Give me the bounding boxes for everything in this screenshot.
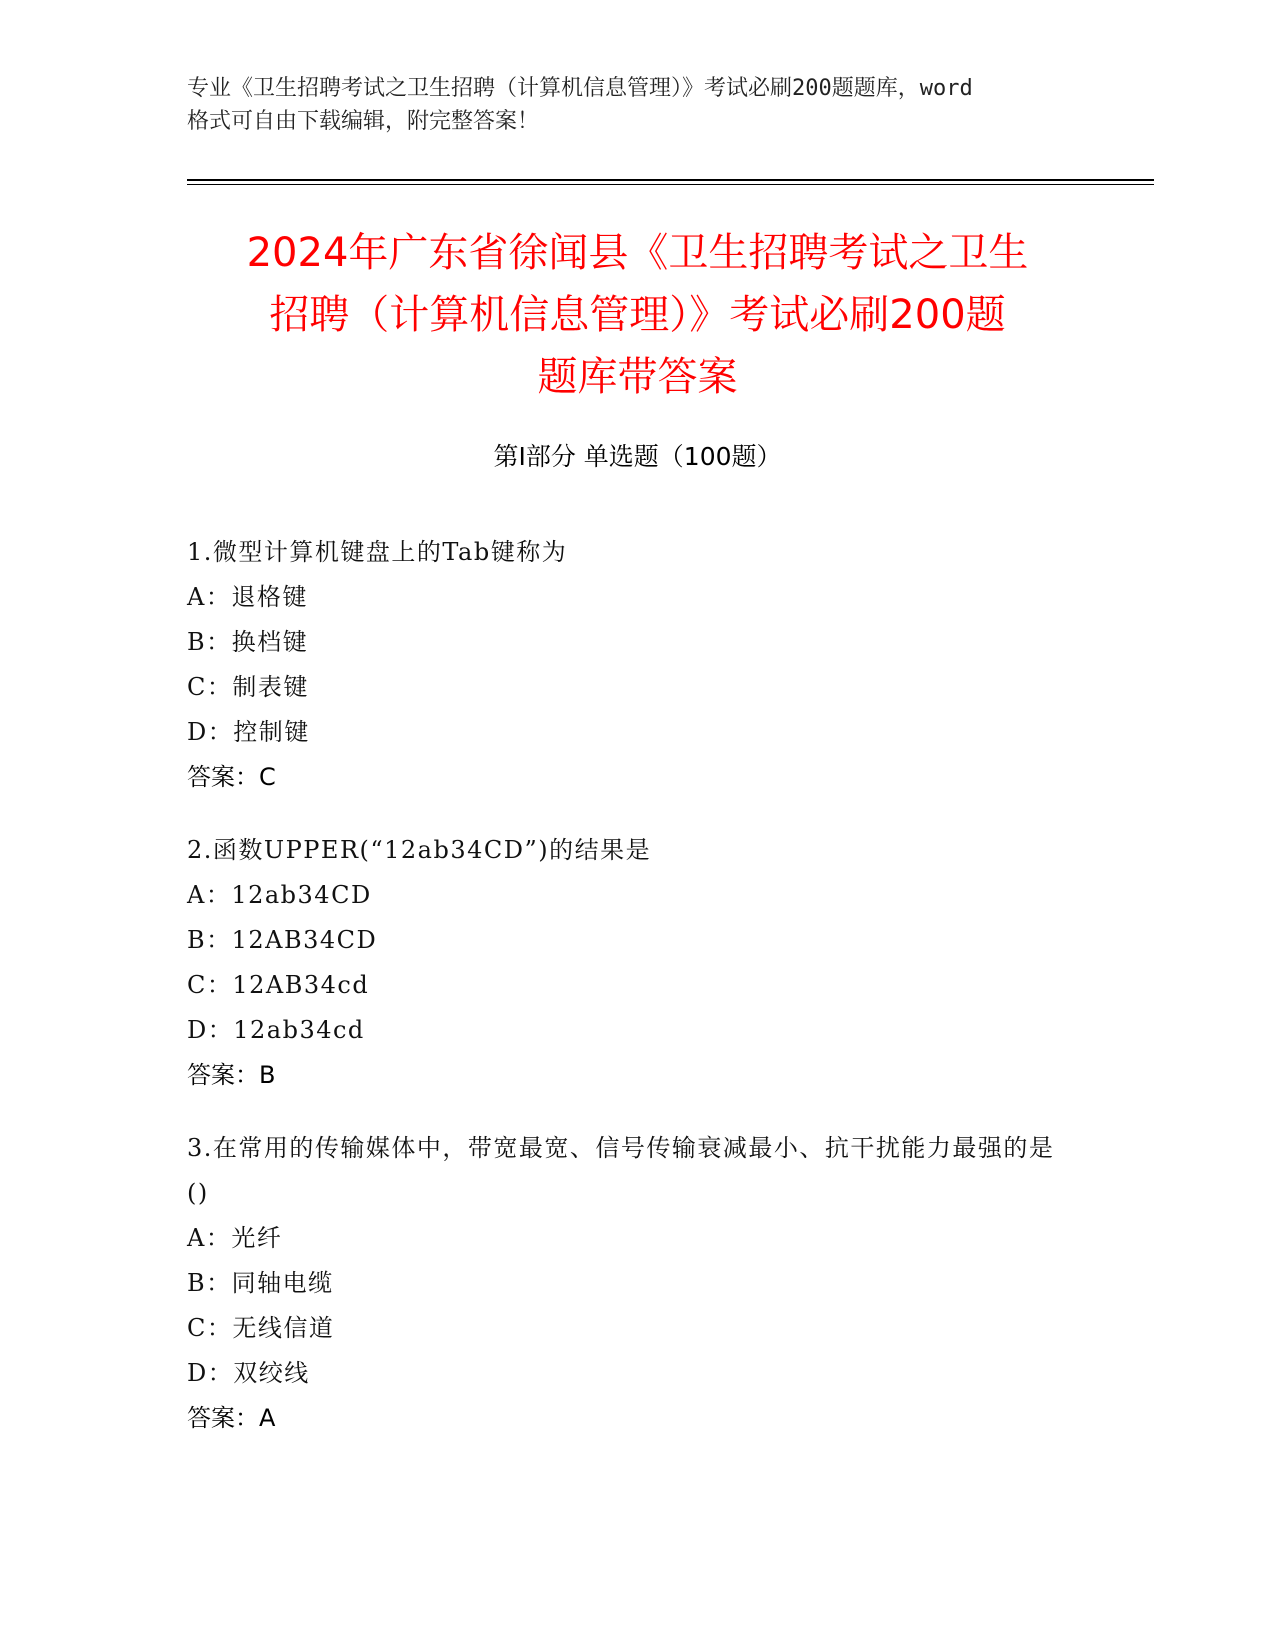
answer: 答案：A [187, 1404, 276, 1432]
answer: 答案：C [187, 763, 276, 791]
question-stem: 3.在常用的传输媒体中，带宽最宽、信号传输衰减最小、抗干扰能力最强的是() [187, 1134, 1055, 1207]
title-line-1: 2024年广东省徐闻县《卫生招聘考试之卫生 [246, 230, 1029, 276]
option-a: A：退格键 [187, 583, 308, 611]
option-c: C：无线信道 [187, 1314, 335, 1342]
document-title [140, 222, 1135, 408]
answer: 答案：B [187, 1061, 276, 1089]
question-1 [187, 530, 1067, 800]
option-d: D：双绞线 [187, 1359, 310, 1387]
question-list [187, 530, 1067, 1469]
option-c: C：12AB34cd [187, 971, 370, 999]
header-note [187, 72, 1087, 138]
question-stem: 1.微型计算机键盘上的Tab键称为 [187, 538, 568, 566]
option-b: B：换档键 [187, 628, 309, 656]
header-divider-thick [187, 179, 1154, 181]
question-stem: 2.函数UPPER(“12ab34CD”)的结果是 [187, 836, 652, 864]
header-divider-thin [187, 184, 1154, 185]
header-note-line-1: 专业《卫生招聘考试之卫生招聘（计算机信息管理）》考试必刷200题题库，word [187, 76, 973, 101]
option-a: A：12ab34CD [187, 881, 372, 909]
question-3 [187, 1126, 1067, 1441]
question-2 [187, 828, 1067, 1098]
header-note-line-2: 格式可自由下载编辑，附完整答案！ [187, 109, 540, 134]
option-b: B：同轴电缆 [187, 1269, 334, 1297]
option-b: B：12AB34CD [187, 926, 378, 954]
option-d: D：控制键 [187, 718, 310, 746]
section-heading: 第Ⅰ部分 单选题（100题） [493, 442, 782, 471]
option-d: D：12ab34cd [187, 1016, 365, 1044]
option-c: C：制表键 [187, 673, 309, 701]
title-line-3: 题库带答案 [537, 354, 738, 400]
title-line-2: 招聘（计算机信息管理）》考试必刷200题 [269, 292, 1006, 338]
option-a: A：光纤 [187, 1224, 283, 1252]
